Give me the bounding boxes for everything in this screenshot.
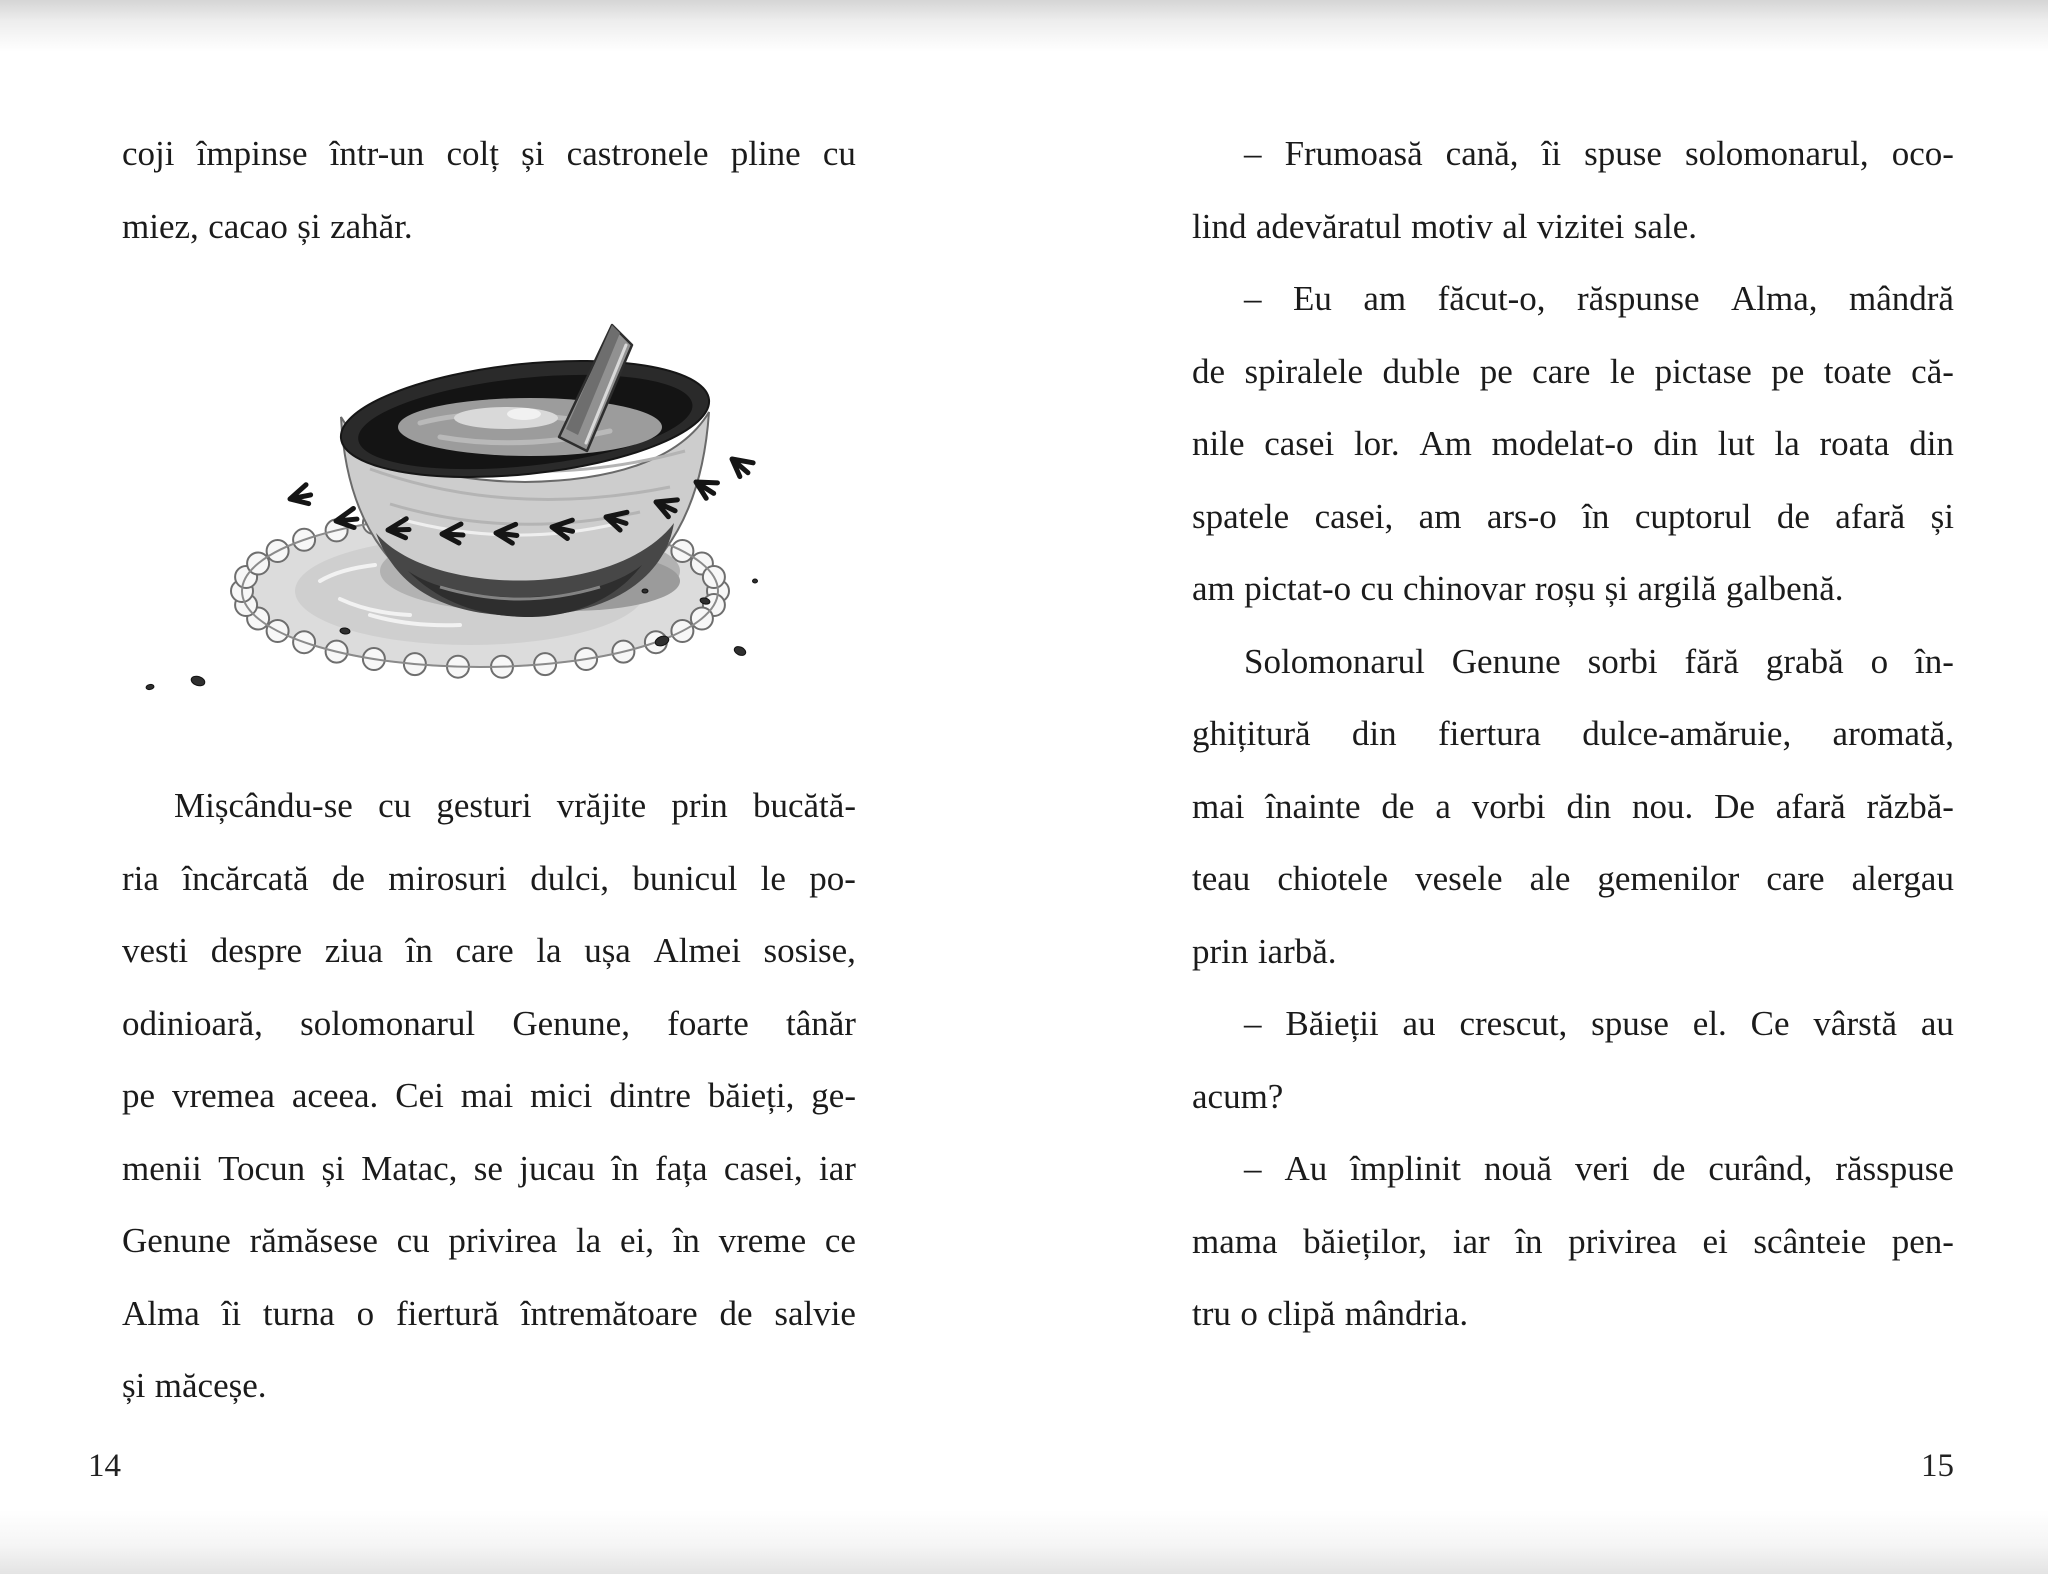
text-line: prin iarbă. (1192, 931, 1337, 971)
left-paragraph-2 (122, 770, 856, 1423)
text-line: – Băieții au crescut, spuse el. Ce vârstă au (1244, 1004, 1954, 1043)
text-line: ria încărcată de mirosuri dulci, bunicul le po- (122, 858, 856, 898)
page-number-right: 15 (1921, 1448, 1954, 1484)
text-line: – Eu am făcut-o, răspunse Alma, mândră (1244, 279, 1954, 318)
text-line: și măceșe. (122, 1366, 267, 1405)
text-line: teau chiotele vesele ale gemenilor care alergau (1192, 859, 1954, 898)
page-number-left: 14 (88, 1448, 121, 1484)
text-line: acum? (1192, 1076, 1284, 1116)
bottom-edge-shadow (0, 1510, 2048, 1574)
text-line: ghițitură din fiertura dulce-amăruie, aromată, (1192, 714, 1954, 753)
text-line: Mișcându-se cu gesturi vrăjite prin bucătă- (174, 786, 856, 825)
text-line: coji împinse într-un colț și castronele pline cu (122, 134, 856, 173)
text-line: Solomonarul Genune sorbi fără grabă o în- (1244, 641, 1954, 681)
text-line: miez, cacao și zahăr. (122, 206, 413, 246)
top-edge-shadow (0, 0, 2048, 52)
text-line: menii Tocun și Matac, se jucau în fața casei, iar (122, 1148, 856, 1188)
text-line: vesti despre ziua în care la ușa Almei sosise, (122, 931, 856, 970)
text-line: mama băieților, iar în privirea ei scânteie pen- (1192, 1221, 1954, 1261)
text-line: Genune rămăsese cu privirea la ei, în vreme ce (122, 1221, 856, 1260)
text-line: spatele casei, am ars-o în cuptorul de afară și (1192, 496, 1954, 536)
text-line: mai înainte de a vorbi din nou. De afară răzbă- (1192, 786, 1954, 826)
text-line: – Frumoasă cană, îi spuse solomonarul, oco- (1244, 134, 1954, 173)
text-line: pe vremea aceea. Cei mai mici dintre băieți, ge- (122, 1076, 856, 1115)
text-line: odinioară, solomonarul Genune, foarte tânăr (122, 1003, 856, 1043)
text-line: de spiralele duble pe care le pictase pe toate că- (1192, 351, 1954, 391)
bowl-illustration (140, 318, 800, 720)
left-paragraph-1 (122, 118, 856, 263)
right-text (1192, 118, 1954, 1351)
porridge (398, 398, 662, 456)
text-line: am pictat-o cu chinovar roșu și argilă galbenă. (1192, 569, 1844, 608)
text-line: Alma îi turna o fiertură întremătoare de salvie (122, 1293, 856, 1333)
text-line: tru o clipă mândria. (1192, 1294, 1469, 1333)
text-line: – Au împlinit nouă veri de curând, răsspuse (1244, 1149, 1954, 1188)
text-line: nile casei lor. Am modelat-o din lut la roata din (1192, 424, 1954, 463)
text-line: lind adevăratul motiv al vizitei sale. (1192, 206, 1697, 246)
